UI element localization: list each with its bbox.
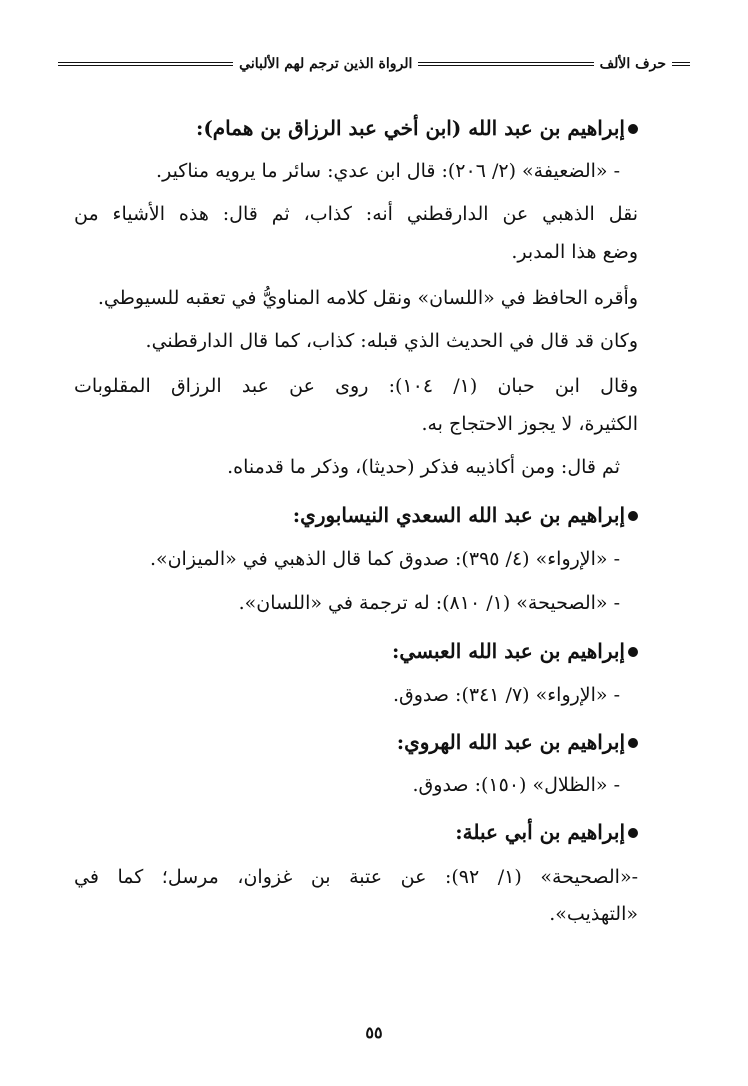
entry-line: -«الصحيحة» (١/ ٩٢): عن عتبة بن غزوان، مرسل؛ كما في — [74, 866, 638, 888]
entry-line: نقل الذهبي عن الدارقطني أنه: كذاب، ثم قال: هذه الأشياء من — [74, 203, 638, 225]
page-number: ٥٥ — [365, 1023, 383, 1042]
entry-line: - «الإرواء» (٧/ ٣٤١): صدوق. — [392, 684, 620, 706]
bullet-icon — [628, 828, 638, 838]
entry-line: وضع هذا المدبر. — [511, 241, 638, 263]
entry-line: وقال ابن حبان (١/ ١٠٤): روى عن عبد الرزاق المقلوبات — [74, 375, 638, 397]
entry-heading: إبراهيم بن عبد الله السعدي النيسابوري: — [293, 505, 638, 525]
chapter-title: حرف الألف — [599, 56, 666, 72]
entry-line: الكثيرة، لا يجوز الاحتجاج به. — [421, 413, 638, 435]
entry-line: - «الضعيفة» (٢/ ٢٠٦): قال ابن عدي: سائر ما يرويه مناكير. — [156, 160, 620, 182]
entry-heading: إبراهيم بن عبد الله العبسي: — [392, 641, 638, 661]
running-header — [58, 54, 690, 74]
header-rule-end — [58, 62, 233, 66]
bullet-icon — [628, 647, 638, 657]
entry-line: وأقره الحافظ في «اللسان» ونقل كلامه المناويُّ في تعقبه للسيوطي. — [97, 287, 638, 309]
entry-line: وكان قد قال في الحديث الذي قبله: كذاب، كما قال الدارقطني. — [145, 330, 638, 352]
entry-line: «التهذيب». — [549, 903, 638, 925]
header-rule-middle — [418, 62, 593, 66]
entry-heading: إبراهيم بن عبد الله الهروي: — [397, 732, 638, 752]
entry-line: - «الصحيحة» (١/ ٨١٠): له ترجمة في «اللسان». — [238, 592, 620, 614]
book-title: الرواة الذين ترجم لهم الألباني — [239, 56, 413, 72]
bullet-icon — [628, 511, 638, 521]
entry-heading: إبراهيم بن أبي عبلة: — [455, 822, 638, 842]
entry-line: - «الظلال» (١٥٠): صدوق. — [412, 774, 620, 796]
entry-line: ثم قال: ومن أكاذيبه فذكر (حديثا)، وذكر ما قدمناه. — [227, 456, 620, 478]
bullet-icon — [628, 124, 638, 134]
entry-heading: إبراهيم بن عبد الله (ابن أخي عبد الرزاق بن همام): — [196, 118, 638, 138]
bullet-icon — [628, 738, 638, 748]
entry-line: - «الإرواء» (٤/ ٣٩٥): صدوق كما قال الذهبي في «الميزان». — [149, 548, 620, 570]
header-rule-start — [672, 62, 690, 66]
